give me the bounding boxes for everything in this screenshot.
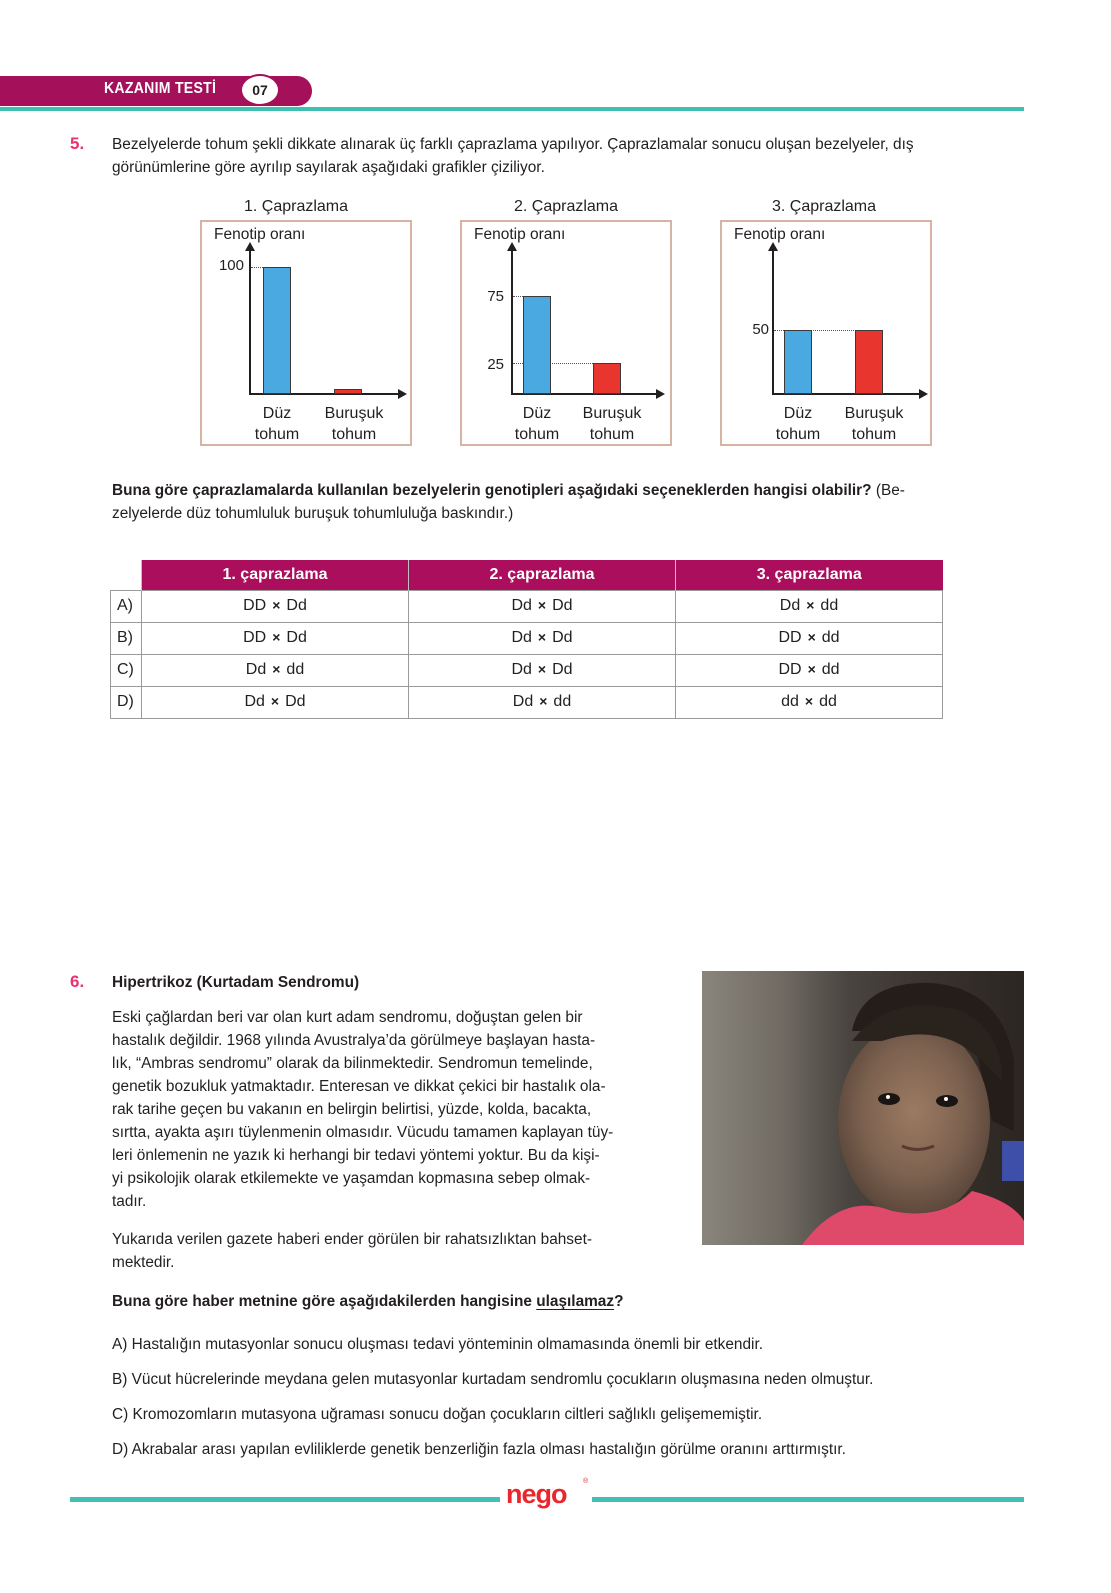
chart-3-tick-50: 50 <box>752 321 769 338</box>
body-line: Eski çağlardan beri var olan kurt adam sendromu, doğuştan gelen bir <box>112 1009 583 1026</box>
genotype-cell: Dd × Dd <box>409 590 676 622</box>
chart-3-ylabel: Fenotip oranı <box>734 226 826 243</box>
option-label[interactable]: B) <box>111 622 142 654</box>
test-number-badge: 07 <box>240 74 280 106</box>
chart-2-bar-burusuk <box>593 363 621 394</box>
option-label[interactable]: D) <box>111 686 142 718</box>
footer-rule-right <box>592 1497 1024 1502</box>
genotype-cell: Dd × dd <box>676 590 943 622</box>
chart-1-tick-100: 100 <box>218 257 244 274</box>
question-5-intro-line-1: Bezelyelerde tohum şekli dikkate alınarak üç farklı çaprazlama yapılıyor. Çaprazlamalar sonucu oluşan bezelyeler, dış <box>112 136 914 153</box>
body-line: genetik bozukluk yatmaktadır. Enteresan ve dikkat çekici bir hastalık ola- <box>112 1078 606 1095</box>
chart-1-cat1-label: Düz tohum <box>254 405 300 443</box>
genotype-cell: dd × dd <box>676 686 943 718</box>
cross-icon: × <box>804 693 814 709</box>
table-header-1: 1. çaprazlama <box>142 560 409 590</box>
answer-option-c[interactable]: C) Kromozomların mutasyona uğraması sonucu doğan çocukların ciltleri sağlıklı gelişememiştir. <box>112 1406 763 1423</box>
body-line: tadır. <box>112 1193 147 1210</box>
question-6-prompt: Buna göre haber metnine göre aşağıdakilerden hangisine ulaşılamaz? <box>112 1293 624 1310</box>
portrait-illustration <box>702 971 1024 1245</box>
chart-2-ylabel: Fenotip oranı <box>474 226 566 243</box>
question-6-number: 6. <box>70 972 85 991</box>
cross-icon: × <box>807 629 816 645</box>
body-line: lık, “Ambras sendromu” olarak da bilinmektedir. Sendromun temelinde, <box>112 1055 593 1072</box>
test-title: KAZANIM TESTİ <box>104 80 217 97</box>
question-5-prompt-line-1: Buna göre çaprazlamalarda kullanılan bezelyelerin genotipleri aşağıdaki seçeneklerden hangisi olabilir? (Be- <box>112 482 905 499</box>
chart-2-tick-75: 75 <box>487 288 504 305</box>
genotype-cell: DD × dd <box>676 654 943 686</box>
chart-1-y-axis <box>249 250 251 395</box>
answer-option-d[interactable]: D) Akrabalar arası yapılan evliliklerde genetik benzerliğin fazla olması hastalığın görülme oranını arttırmıştır. <box>112 1441 846 1458</box>
cross-icon: × <box>272 597 281 613</box>
question-5-prompt-line-2: zelyelerde düz tohumluluk buruşuk tohumluluğa baskındır.) <box>112 505 514 522</box>
option-label[interactable]: A) <box>111 590 142 622</box>
answer-option-a[interactable]: A) Hastalığın mutasyonlar sonucu oluşması tedavi yönteminin olmamasında önemli bir etkendir. <box>112 1336 763 1353</box>
genotype-cell: DD × Dd <box>142 590 409 622</box>
chart-2-gridline-75 <box>513 296 523 297</box>
genotype-cell: Dd × dd <box>409 686 676 718</box>
header-rule <box>0 107 1024 111</box>
chart-2-tick-25: 25 <box>487 356 504 373</box>
table-corner <box>111 560 142 590</box>
publisher-logo: nego <box>506 1479 567 1509</box>
note-line: Yukarıda verilen gazete haberi ender görülen bir rahatsızlıktan bahset- <box>112 1231 592 1248</box>
cross-icon: × <box>806 597 815 613</box>
question-5-intro-line-2: görünümlerine göre ayrılıp sayılarak aşağıdaki grafikler çiziliyor. <box>112 159 545 176</box>
genotype-cell: DD × dd <box>676 622 943 654</box>
chart-1-ylabel: Fenotip oranı <box>214 226 306 243</box>
table-row-option-d[interactable] <box>111 686 943 718</box>
chart-3-bar-duz <box>784 330 812 394</box>
chart-2-cat1-label: Düz tohum <box>514 405 560 443</box>
question-6-title: Hipertrikoz (Kurtadam Sendromu) <box>112 974 360 991</box>
genotype-cell: Dd × Dd <box>409 654 676 686</box>
table-header-3: 3. çaprazlama <box>676 560 943 590</box>
chart-2-y-axis <box>511 250 513 395</box>
genotype-cell: Dd × Dd <box>142 686 409 718</box>
chart-2-title: 2. Çaprazlama <box>513 198 619 215</box>
cross-icon: × <box>272 661 281 677</box>
chart-1-gridline <box>251 267 263 268</box>
cross-icon: × <box>270 693 280 709</box>
cross-icon: × <box>272 629 281 645</box>
answer-option-b[interactable]: B) Vücut hücrelerinde meydana gelen mutasyonlar kurtadam sendromlu çocukların oluşmasına neden olmuştur. <box>112 1371 874 1388</box>
option-label[interactable]: C) <box>111 654 142 686</box>
chart-1-cat2-label: Buruşuk tohum <box>324 405 384 443</box>
chart-1-frame <box>200 220 412 446</box>
body-line: leri önlemenin ne yazık ki herhangi bir tedavi yöntemi yoktur. Bu da kişi- <box>112 1147 600 1164</box>
body-line: hastalık değildir. 1968 yılında Avustralya’da görülmeye başlayan hasta- <box>112 1032 596 1049</box>
genotype-cell: Dd × Dd <box>409 622 676 654</box>
hypertrichosis-photo <box>702 971 1024 1245</box>
chart-2-cat2-label: Buruşuk tohum <box>582 405 642 443</box>
chart-3-cat1-label: Düz tohum <box>775 405 821 443</box>
note-line: mektedir. <box>112 1254 175 1271</box>
cross-icon: × <box>537 629 547 645</box>
footer-rule-left <box>70 1497 500 1502</box>
question-5-number: 5. <box>70 134 85 153</box>
body-line: sırtta, ayakta aşırı tüylenmenin olmasıdır. Vücudu tamamen kaplayan tüy- <box>112 1124 614 1141</box>
chart-1-bar-burusuk <box>334 389 362 394</box>
chart-3-y-axis <box>772 250 774 395</box>
chart-1-bar-duz <box>263 267 291 394</box>
chart-1-title: 1. Çaprazlama <box>243 198 349 215</box>
genotype-cell: DD × Dd <box>142 622 409 654</box>
chart-2-bar-duz <box>523 296 551 394</box>
table-row-option-c[interactable] <box>111 654 943 686</box>
body-line: rak tarihe geçen bu vakanın en belirgin belirtisi, yüzde, kolda, bacakta, <box>112 1101 592 1118</box>
table-header-row <box>111 560 943 590</box>
chart-3-frame <box>720 220 932 446</box>
table-row-option-a[interactable] <box>111 590 943 622</box>
chart-3-cat2-label: Buruşuk tohum <box>844 405 904 443</box>
table-row-option-b[interactable] <box>111 622 943 654</box>
table-header-2: 2. çaprazlama <box>409 560 676 590</box>
genotype-cell: Dd × dd <box>142 654 409 686</box>
body-line: yi psikolojik olarak etkilemekte ve yaşamdan kopmasına sebep olmak- <box>112 1170 591 1187</box>
cross-icon: × <box>537 661 547 677</box>
cross-icon: × <box>807 661 816 677</box>
cross-icon: × <box>537 597 547 613</box>
cross-icon: × <box>539 693 548 709</box>
chart-3-title: 3. Çaprazlama <box>771 198 877 215</box>
chart-3-bar-burusuk <box>855 330 883 394</box>
chart-2-frame <box>460 220 672 446</box>
registered-mark-icon: ® <box>583 1478 589 1485</box>
answer-table <box>110 560 943 719</box>
